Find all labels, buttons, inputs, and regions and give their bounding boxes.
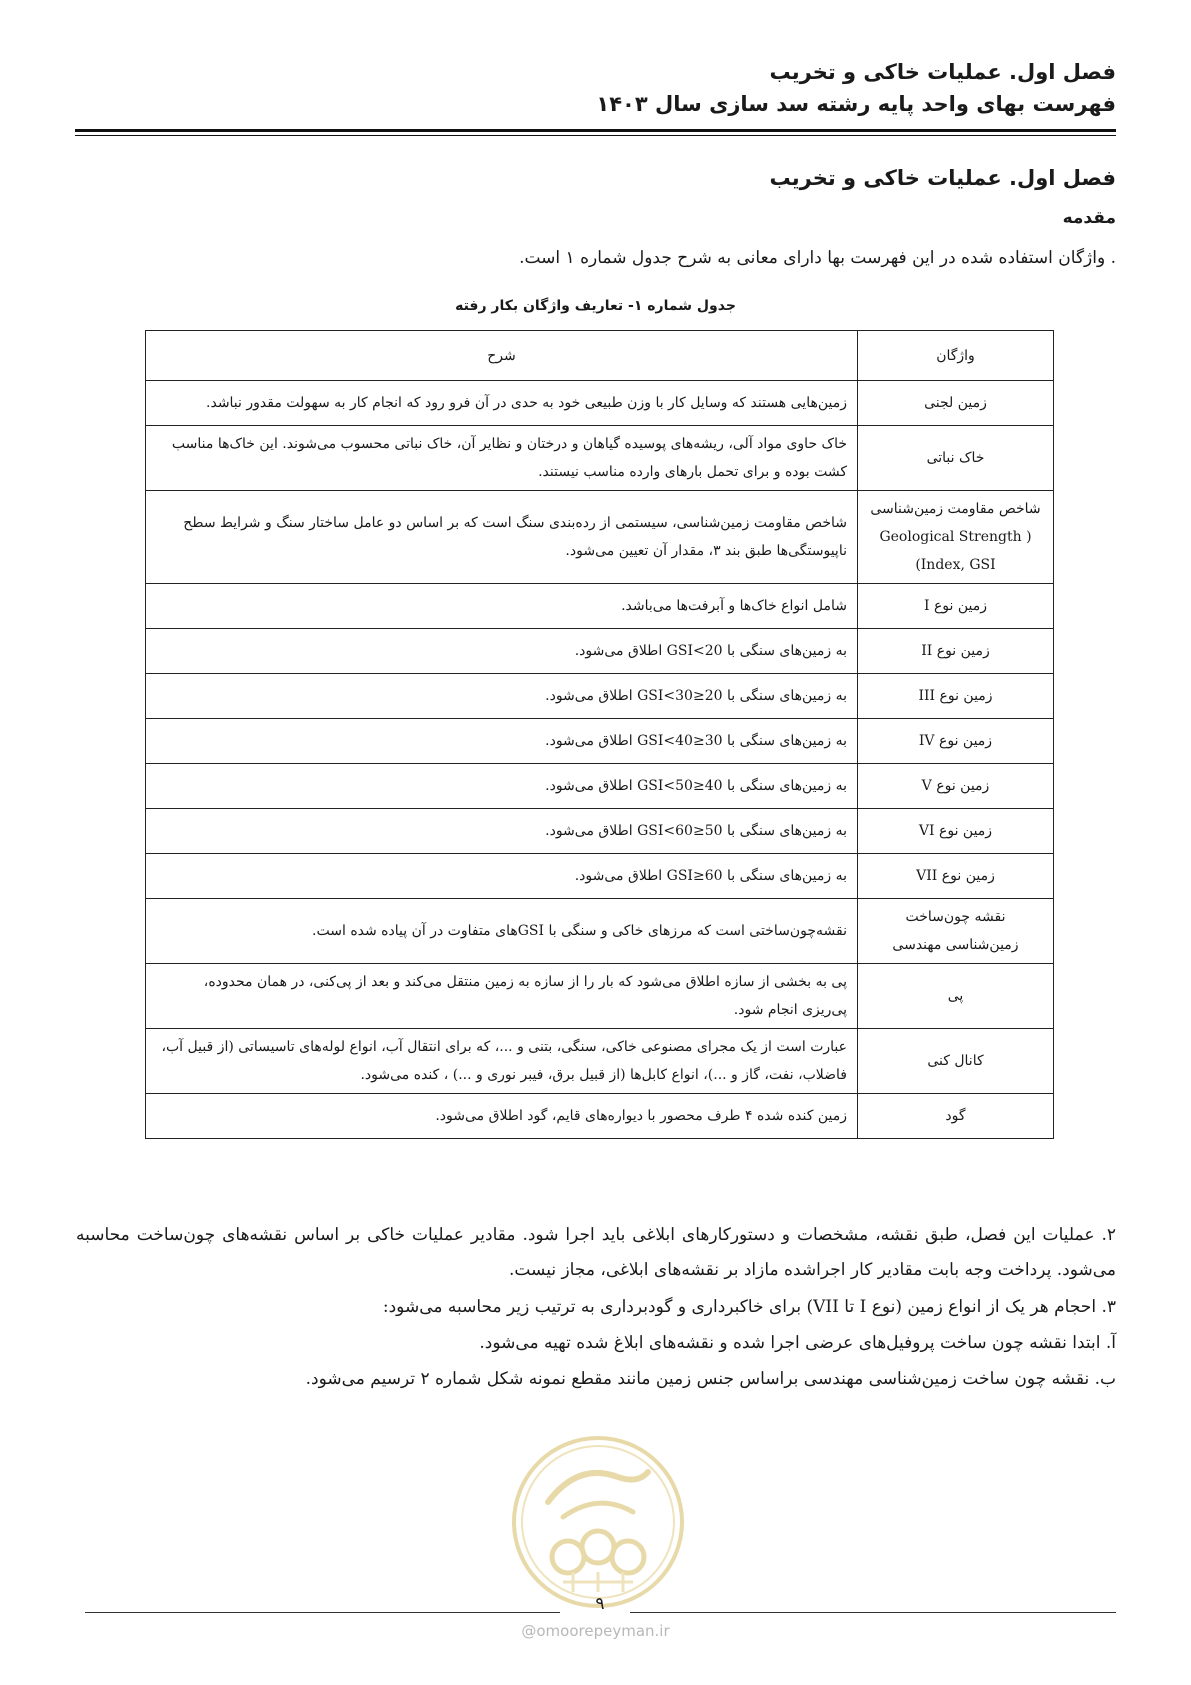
table-row bbox=[146, 381, 1054, 426]
watermark-logo bbox=[508, 1432, 688, 1612]
table-header-row bbox=[146, 331, 1054, 381]
header-rule-thick bbox=[75, 129, 1116, 132]
description-cell: شامل انواع خاک‌ها و آبرفت‌ها می‌باشد. bbox=[146, 584, 858, 629]
table-row bbox=[146, 584, 1054, 629]
column-header-term: واژگان bbox=[858, 331, 1054, 381]
term-cell: زمین نوع I bbox=[858, 584, 1054, 629]
intro-paragraph: . واژگان استفاده شده در این فهرست بها دارای معانی به شرح جدول شماره ۱ است. bbox=[519, 248, 1116, 268]
term-cell: خاک نباتی bbox=[858, 426, 1054, 491]
term-cell: گود bbox=[858, 1094, 1054, 1139]
page-number: ۹ bbox=[595, 1594, 605, 1614]
definitions-table bbox=[145, 330, 1054, 1139]
page-header bbox=[76, 56, 1116, 120]
description-cell: به زمین‌های سنگی با 40≤GSI<50 اطلاق می‌شود. bbox=[146, 764, 858, 809]
description-cell: شاخص مقاومت زمین‌شناسی، سیستمی از رده‌بندی سنگ است که بر اساس دو عامل ساختار سنگ و شرایط سطح ناپیوستگی‌ها طبق بند ۳، مقدار آن تعیین می‌شود. bbox=[146, 491, 858, 584]
table-row bbox=[146, 719, 1054, 764]
table-row bbox=[146, 899, 1054, 964]
column-header-description: شرح bbox=[146, 331, 858, 381]
table-row bbox=[146, 1029, 1054, 1094]
description-cell: به زمین‌های سنگی با 30≤GSI<40 اطلاق می‌شود. bbox=[146, 719, 858, 764]
section-subtitle: مقدمه bbox=[1062, 208, 1116, 228]
table-body bbox=[146, 381, 1054, 1139]
description-cell: زمین کنده شده ۴ طرف محصور با دیواره‌های قایم، گود اطلاق می‌شود. bbox=[146, 1094, 858, 1139]
term-cell: زمین لجنی bbox=[858, 381, 1054, 426]
footer-rule-right bbox=[630, 1612, 1116, 1613]
footer-rule-left bbox=[85, 1612, 560, 1613]
description-cell: زمین‌هایی هستند که وسایل کار با وزن طبیعی خود به حدی در آن فرو رود که انجام کار به سهولت مقدور نباشد. bbox=[146, 381, 858, 426]
table-row bbox=[146, 674, 1054, 719]
table-row bbox=[146, 629, 1054, 674]
paragraph-3a: آ. ابتدا نقشه چون ساخت پروفیل‌های عرضی اجرا شده و نقشه‌های ابلاغ شده تهیه می‌شود. bbox=[479, 1333, 1116, 1353]
description-cell: به زمین‌های سنگی با 20≤GSI<30 اطلاق می‌شود. bbox=[146, 674, 858, 719]
header-book-title: فهرست بهای واحد پایه رشته سد سازی سال ۱۴۰۳ bbox=[596, 92, 1116, 116]
term-cell: زمین نوع III bbox=[858, 674, 1054, 719]
table-row bbox=[146, 854, 1054, 899]
paragraph-3b: ب. نقشه چون ساخت زمین‌شناسی مهندسی براساس جنس زمین مانند مقطع نمونه شکل شماره ۲ ترسیم می‌شود. bbox=[305, 1369, 1116, 1389]
paragraph-2: ۲. عملیات این فصل، طبق نقشه، مشخصات و دستورکارهای ابلاغی باید اجرا شود. مقادیر عملیات خاکی بر اساس نقشه‌های چون‌ساخت محاسبه می‌شود. پرداخت وجه بابت مقادیر کار اجراشده مازاد بر نقشه‌های ابلاغی، مجاز نیست. bbox=[76, 1225, 1116, 1280]
table-row bbox=[146, 964, 1054, 1029]
table-row bbox=[146, 809, 1054, 854]
section-title: فصل اول. عملیات خاکی و تخریب bbox=[769, 166, 1116, 190]
header-chapter-title: فصل اول. عملیات خاکی و تخریب bbox=[769, 60, 1116, 84]
description-cell: به زمین‌های سنگی با GSI<20 اطلاق می‌شود. bbox=[146, 629, 858, 674]
header-rule-thin bbox=[75, 135, 1116, 136]
table-row bbox=[146, 426, 1054, 491]
term-cell: زمین نوع VI bbox=[858, 809, 1054, 854]
table-row bbox=[146, 1094, 1054, 1139]
table-row bbox=[146, 764, 1054, 809]
description-cell: نقشه‌چون‌ساختی است که مرزهای خاکی و سنگی با GSIهای متفاوت در آن پیاده شده است. bbox=[146, 899, 858, 964]
term-cell: زمین نوع V bbox=[858, 764, 1054, 809]
description-cell: عبارت است از یک مجرای مصنوعی خاکی، سنگی، بتنی و ...، که برای انتقال آب، انواع لوله‌های تاسیساتی (از قبیل آب، فاضلاب، نفت، گاز و ...)، انواع کابل‌ها (از قبیل برق، فیبر نوری و ...) ، کنده می‌شود. bbox=[146, 1029, 858, 1094]
description-cell: خاک حاوی مواد آلی، ریشه‌های پوسیده گیاهان و درختان و نظایر آن، خاک نباتی محسوب می‌شوند. این خاک‌ها مناسب کشت بوده و برای تحمل بارهای وارده مناسب نیستند. bbox=[146, 426, 858, 491]
description-cell: به زمین‌های سنگی با 60≤GSI اطلاق می‌شود. bbox=[146, 854, 858, 899]
term-cell: زمین نوع VII bbox=[858, 854, 1054, 899]
table-row bbox=[146, 491, 1054, 584]
table-caption: جدول شماره ۱- تعاریف واژگان بکار رفته bbox=[455, 298, 736, 314]
term-cell: زمین نوع II bbox=[858, 629, 1054, 674]
description-cell: پی به بخشی از سازه اطلاق می‌شود که بار را از سازه به زمین منتقل می‌کند و بعد از پی‌کنی، در همان محدوده، پی‌ریزی انجام شود. bbox=[146, 964, 858, 1029]
term-cell: کانال کنی bbox=[858, 1029, 1054, 1094]
description-cell: به زمین‌های سنگی با 50≤GSI<60 اطلاق می‌شود. bbox=[146, 809, 858, 854]
term-cell: شاخص مقاومت زمین‌شناسی ( Geological Strength Index, GSI) bbox=[858, 491, 1054, 584]
term-cell: نقشه چون‌ساخت زمین‌شناسی مهندسی bbox=[858, 899, 1054, 964]
term-cell: زمین نوع IV bbox=[858, 719, 1054, 764]
watermark-url: @omoorepeyman.ir bbox=[521, 1622, 670, 1640]
term-cell: پی bbox=[858, 964, 1054, 1029]
paragraph-3: ۳. احجام هر یک از انواع زمین (نوع I تا VII) برای خاکبرداری و گودبرداری به ترتیب زیر محاسبه می‌شود: bbox=[382, 1297, 1116, 1317]
